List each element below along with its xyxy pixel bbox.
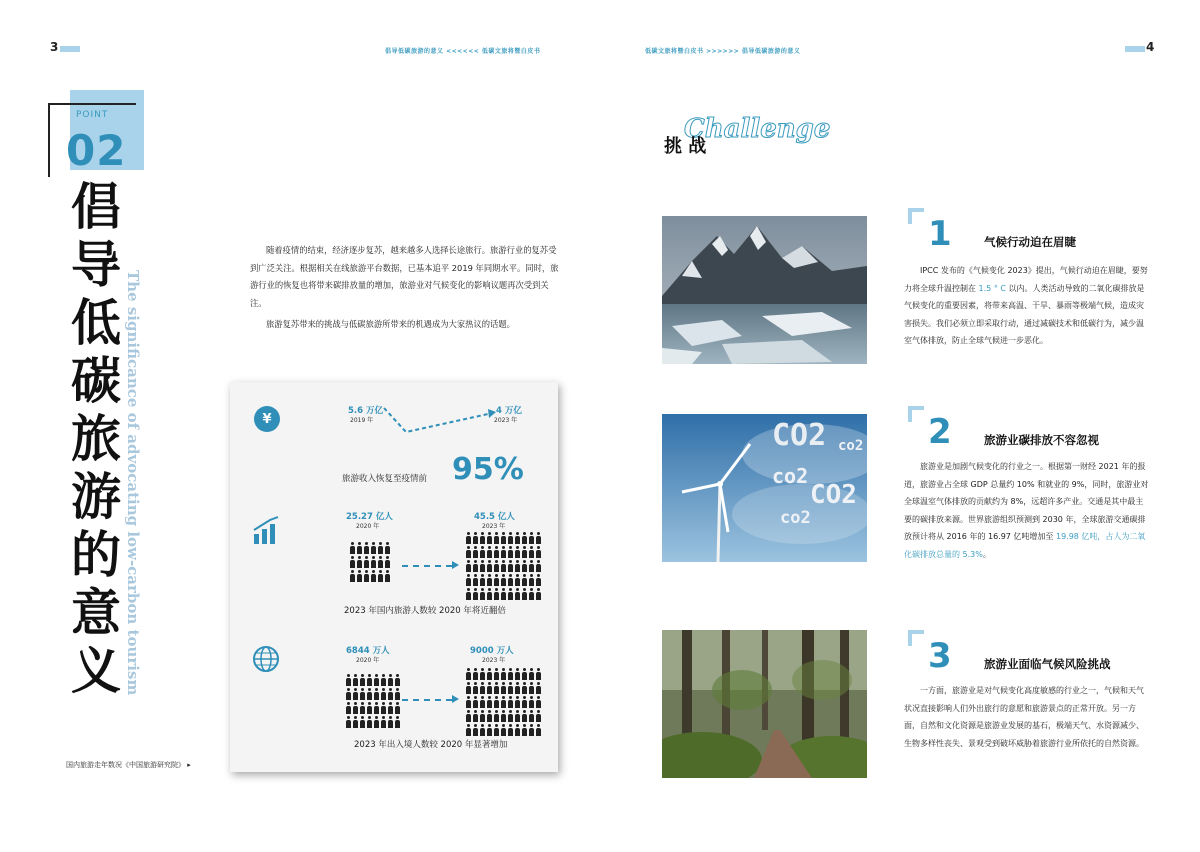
person-icon: [364, 556, 369, 568]
person-icon: [346, 674, 351, 686]
person-icon: [378, 570, 383, 582]
challenge-title: 挑 战: [664, 136, 707, 157]
person-icon: [536, 546, 541, 558]
section-2-body-highlight: 19.98 亿吨，占人为二氧化碳排放总量的 5.3%: [904, 532, 1146, 559]
inbound-to-year: 2023 年: [482, 657, 506, 664]
person-icon: [515, 710, 520, 722]
revenue-to-value: 4 万亿: [496, 406, 522, 416]
person-icon: [374, 702, 379, 714]
inbound-arrow-head: [452, 695, 459, 703]
point-label: POINT: [76, 110, 109, 120]
person-icon: [367, 716, 372, 728]
domestic-arrow-head: [452, 561, 459, 569]
section-2-body-text: 旅游业是加剧气候变化的行业之一。根据第一财经 2021 年的报道，旅游业占全球 GDP 总量约 10% 和就业的 9%，同时，旅游业对全球温室气体排放的贡献约为 8%，远超许多产业。交通是其中最主要的碳排放来源。世界旅游组织预测到 2030 年，全球旅游交通碳排放预计将从 2016 年的 16.97 亿吨增加至: [904, 462, 1149, 541]
person-icon: [515, 668, 520, 680]
person-icon: [480, 588, 485, 600]
person-icon: [473, 560, 478, 572]
person-icon: [473, 724, 478, 736]
person-icon: [515, 546, 520, 558]
section-1-title: 气候行动迫在眉睫: [984, 235, 1076, 249]
person-icon: [480, 560, 485, 572]
revenue-percent: 95%: [452, 452, 524, 487]
person-icon: [480, 682, 485, 694]
person-icon: [529, 724, 534, 736]
triangle-icon: ▸: [187, 761, 191, 769]
person-icon: [494, 560, 499, 572]
person-icon: [529, 546, 534, 558]
inbound-to-value: 9000 万人: [470, 646, 514, 656]
person-icon: [480, 724, 485, 736]
section-1-body-highlight: 1.5 ° C: [978, 283, 1006, 293]
domestic-2020-people: [350, 542, 391, 582]
domestic-caption: 2023 年国内旅游人数较 2020 年将近翻倍: [344, 606, 506, 616]
person-icon: [494, 710, 499, 722]
right-running-head: 低碳文旅将暨白皮书 >>>>>> 倡导低碳旅游的意义: [645, 48, 801, 55]
person-icon: [501, 546, 506, 558]
person-icon: [378, 542, 383, 554]
forest-path-photo: [662, 630, 867, 778]
person-icon: [473, 696, 478, 708]
person-icon: [508, 532, 513, 544]
person-icon: [385, 542, 390, 554]
person-icon: [508, 588, 513, 600]
person-icon: [357, 556, 362, 568]
person-icon: [515, 560, 520, 572]
person-icon: [395, 674, 400, 686]
person-icon: [501, 560, 506, 572]
person-icon: [350, 556, 355, 568]
left-running-head: 倡导低碳旅游的意义 <<<<<< 低碳文旅将暨白皮书: [385, 48, 541, 55]
domestic-from-year: 2020 年: [356, 523, 380, 530]
person-icon: [371, 570, 376, 582]
person-icon: [522, 668, 527, 680]
person-icon: [494, 682, 499, 694]
domestic-from-value: 25.27 亿人: [346, 512, 393, 522]
person-icon: [536, 560, 541, 572]
person-icon: [473, 588, 478, 600]
section-3-number: 3: [928, 636, 952, 676]
person-icon: [508, 696, 513, 708]
person-icon: [536, 588, 541, 600]
source-note-text: 国内旅游走年数况《中国旅游研究院》: [66, 761, 185, 769]
left-page-bar: [60, 46, 80, 52]
person-icon: [395, 702, 400, 714]
person-icon: [522, 696, 527, 708]
person-icon: [385, 570, 390, 582]
wind-turbine-co2-photo: [662, 414, 867, 562]
person-icon: [494, 574, 499, 586]
person-icon: [466, 532, 471, 544]
section-2-number: 2: [928, 412, 952, 452]
person-icon: [381, 688, 386, 700]
title-char: 游: [71, 468, 121, 526]
co2-label: CO2: [772, 418, 827, 453]
bar-chart-icon: [252, 516, 282, 546]
person-icon: [515, 682, 520, 694]
domestic-to-year: 2023 年: [482, 523, 506, 530]
title-char: 的: [71, 526, 121, 584]
person-icon: [536, 696, 541, 708]
inbound-2023-people: [466, 668, 542, 736]
section-2-body: [904, 458, 1150, 563]
person-icon: [487, 560, 492, 572]
title-char: 倡: [71, 178, 121, 236]
person-icon: [350, 570, 355, 582]
person-icon: [515, 696, 520, 708]
person-icon: [357, 570, 362, 582]
section-3-title: 旅游业面临气候风险挑战: [984, 657, 1111, 671]
person-icon: [381, 702, 386, 714]
person-icon: [364, 542, 369, 554]
source-note: [66, 760, 191, 770]
person-icon: [381, 674, 386, 686]
person-icon: [466, 588, 471, 600]
person-icon: [378, 556, 383, 568]
person-icon: [529, 710, 534, 722]
person-icon: [522, 710, 527, 722]
person-icon: [364, 570, 369, 582]
person-icon: [367, 674, 372, 686]
person-icon: [353, 702, 358, 714]
point-number: 02: [66, 126, 127, 175]
person-icon: [385, 556, 390, 568]
revenue-caption: 旅游收入恢复至疫情前: [342, 474, 428, 484]
person-icon: [501, 668, 506, 680]
person-icon: [536, 710, 541, 722]
person-icon: [487, 574, 492, 586]
person-icon: [536, 574, 541, 586]
person-icon: [466, 696, 471, 708]
person-icon: [480, 574, 485, 586]
person-icon: [353, 688, 358, 700]
person-icon: [529, 574, 534, 586]
person-icon: [473, 710, 478, 722]
person-icon: [522, 724, 527, 736]
section-bracket: [908, 630, 924, 646]
person-icon: [350, 542, 355, 554]
person-icon: [346, 688, 351, 700]
person-icon: [487, 682, 492, 694]
person-icon: [360, 688, 365, 700]
person-icon: [494, 668, 499, 680]
person-icon: [360, 716, 365, 728]
person-icon: [466, 710, 471, 722]
person-icon: [360, 702, 365, 714]
person-icon: [374, 674, 379, 686]
globe-icon: [252, 644, 282, 674]
section-1-body-text: IPCC 发布的《气候变化 2023》提出，气候行动迫在眉睫，要努力将全球升温控制在: [904, 266, 1148, 293]
person-icon: [501, 574, 506, 586]
person-icon: [501, 588, 506, 600]
person-icon: [388, 688, 393, 700]
person-icon: [466, 574, 471, 586]
person-icon: [367, 688, 372, 700]
person-icon: [374, 688, 379, 700]
person-icon: [515, 532, 520, 544]
person-icon: [473, 546, 478, 558]
revenue-to-year: 2023 年: [494, 417, 518, 424]
person-icon: [388, 716, 393, 728]
person-icon: [357, 542, 362, 554]
person-icon: [480, 696, 485, 708]
person-icon: [466, 546, 471, 558]
revenue-from-year: 2019 年: [350, 417, 374, 424]
inbound-from-value: 6844 万人: [346, 646, 390, 656]
section-bracket: [908, 208, 924, 224]
title-char: 旅: [71, 410, 121, 468]
person-icon: [487, 532, 492, 544]
person-icon: [466, 668, 471, 680]
person-icon: [466, 560, 471, 572]
person-icon: [508, 682, 513, 694]
person-icon: [522, 560, 527, 572]
revenue-trend-arrow: [380, 406, 500, 436]
section-1-number: 1: [928, 214, 952, 254]
inbound-arrow: [402, 699, 452, 701]
person-icon: [388, 674, 393, 686]
person-icon: [536, 724, 541, 736]
person-icon: [522, 682, 527, 694]
person-icon: [536, 668, 541, 680]
person-icon: [529, 560, 534, 572]
section-2-title: 旅游业碳排放不容忽视: [984, 433, 1099, 447]
person-icon: [494, 724, 499, 736]
person-icon: [388, 702, 393, 714]
person-icon: [522, 574, 527, 586]
person-icon: [529, 682, 534, 694]
person-icon: [522, 588, 527, 600]
person-icon: [466, 682, 471, 694]
inbound-caption: 2023 年出入境人数较 2020 年显著增加: [354, 740, 508, 750]
person-icon: [501, 682, 506, 694]
person-icon: [508, 710, 513, 722]
person-icon: [487, 724, 492, 736]
person-icon: [515, 588, 520, 600]
intro-paragraph: 旅游复苏带来的挑战与低碳旅游所带来的机遇成为大家热议的话题。: [266, 319, 515, 329]
person-icon: [508, 560, 513, 572]
person-icon: [473, 682, 478, 694]
person-icon: [371, 556, 376, 568]
section-2-body-text-end: 。: [982, 549, 991, 559]
person-icon: [346, 716, 351, 728]
person-icon: [473, 574, 478, 586]
stats-card: [230, 382, 558, 772]
person-icon: [501, 710, 506, 722]
left-page-number: 3: [50, 40, 59, 54]
person-icon: [487, 668, 492, 680]
person-icon: [529, 668, 534, 680]
person-icon: [522, 532, 527, 544]
co2-label: co2: [838, 438, 864, 454]
person-icon: [480, 532, 485, 544]
person-icon: [480, 668, 485, 680]
person-icon: [501, 724, 506, 736]
person-icon: [536, 682, 541, 694]
person-icon: [395, 716, 400, 728]
inbound-from-year: 2020 年: [356, 657, 380, 664]
challenge-script-title: Challenge: [684, 114, 831, 144]
yen-icon: ¥: [254, 406, 280, 432]
person-icon: [515, 574, 520, 586]
person-icon: [480, 546, 485, 558]
person-icon: [508, 574, 513, 586]
person-icon: [508, 668, 513, 680]
person-icon: [353, 674, 358, 686]
section-3-body-text: 一方面，旅游业是对气候变化高度敏感的行业之一，气候和天气状况直接影响人们外出旅行的意愿和旅游景点的正常开放。另一方面，自然和文化资源是旅游业发展的基石，极端天气、水资源减少、生物多样性丧失、景观受到破坏威胁着旅游行业所依托的自然资源。: [904, 686, 1144, 748]
person-icon: [360, 674, 365, 686]
section-1-body: [904, 262, 1150, 350]
right-page-bar: [1125, 46, 1145, 52]
person-icon: [487, 546, 492, 558]
person-icon: [522, 546, 527, 558]
person-icon: [395, 688, 400, 700]
person-icon: [353, 716, 358, 728]
person-icon: [480, 710, 485, 722]
co2-label: co2: [772, 464, 809, 488]
person-icon: [381, 716, 386, 728]
title-char: 碳: [71, 352, 121, 410]
person-icon: [346, 702, 351, 714]
person-icon: [487, 696, 492, 708]
person-icon: [536, 532, 541, 544]
person-icon: [494, 546, 499, 558]
intro-paragraph: 随着疫情的结束，经济逐步复苏，越来越多人选择长途旅行。旅游行业的复苏受到广泛关注。根据相关在线旅游平台数据，已基本追平 2019 年同期水平。同时，旅游行业的恢复也将带来碳排放量的增加，旅游业对气候变化的影响议题再次受到关注。: [250, 245, 559, 308]
person-icon: [501, 532, 506, 544]
revenue-from-value: 5.6 万亿: [348, 406, 384, 416]
snowy-mountain-lake-photo: [662, 216, 867, 364]
inbound-2020-people: [346, 674, 401, 728]
person-icon: [501, 696, 506, 708]
person-icon: [367, 702, 372, 714]
title-char: 意: [71, 584, 121, 642]
co2-label: CO2: [810, 480, 857, 510]
person-icon: [487, 588, 492, 600]
person-icon: [529, 696, 534, 708]
person-icon: [466, 724, 471, 736]
person-icon: [508, 724, 513, 736]
domestic-to-value: 45.5 亿人: [474, 512, 515, 522]
section-1-body-text-end: 以内。人类活动导致的二氧化碳排放是气候变化的重要因素，将带来高温、干旱、暴雨等极端气候，造成灾害损失。我们必须立即采取行动，通过减碳技术和低碳行为，减少温室气体排放，防止全球气候进一步恶化。: [904, 283, 1145, 345]
english-title: The significance of advocating low-carbon tourism: [124, 270, 142, 696]
co2-label: co2: [780, 508, 811, 528]
person-icon: [473, 668, 478, 680]
person-icon: [487, 710, 492, 722]
person-icon: [515, 724, 520, 736]
intro-text: [250, 242, 560, 338]
section-3-body: [904, 682, 1150, 752]
title-char: 低: [71, 294, 121, 352]
person-icon: [529, 588, 534, 600]
domestic-arrow: [402, 565, 452, 567]
person-icon: [473, 532, 478, 544]
title-char: 义: [71, 642, 121, 700]
title-char: 导: [71, 236, 121, 294]
person-icon: [529, 532, 534, 544]
person-icon: [508, 546, 513, 558]
person-icon: [494, 588, 499, 600]
person-icon: [371, 542, 376, 554]
person-icon: [494, 532, 499, 544]
person-icon: [374, 716, 379, 728]
person-icon: [494, 696, 499, 708]
domestic-2023-people: [466, 532, 542, 600]
section-bracket: [908, 406, 924, 422]
right-page-number: 4: [1146, 40, 1155, 54]
